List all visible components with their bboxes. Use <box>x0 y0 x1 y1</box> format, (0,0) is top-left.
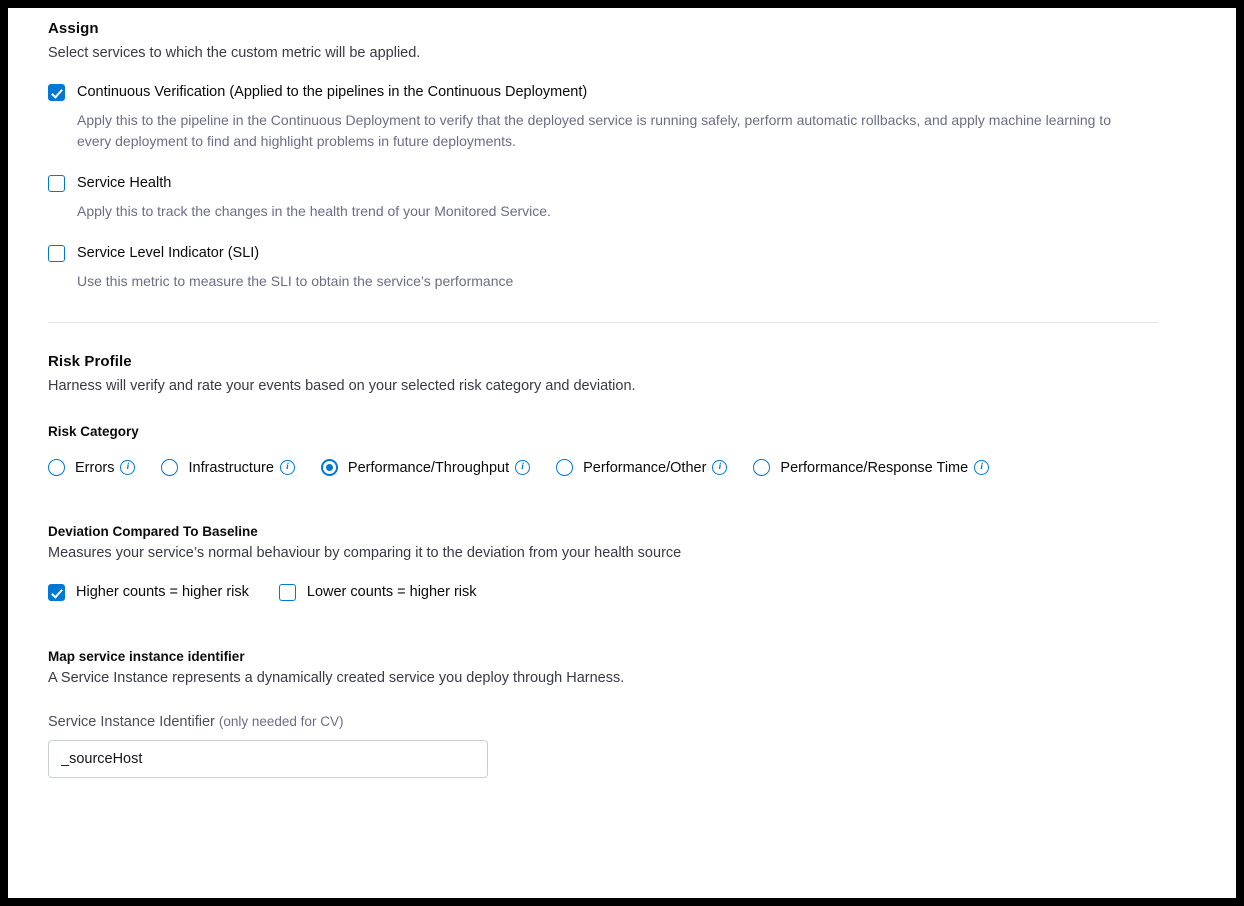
deviation-option-label: Higher counts = higher risk <box>76 584 249 600</box>
info-icon[interactable]: i <box>712 460 727 475</box>
assign-option-service-health[interactable] <box>48 174 1196 192</box>
info-icon[interactable]: i <box>120 460 135 475</box>
radio-option-performance-response-time[interactable] <box>753 459 989 476</box>
assign-option-label: Service Health <box>77 175 172 191</box>
service-instance-field-label <box>48 714 1196 730</box>
radio-performance-other[interactable] <box>556 459 573 476</box>
radio-label: Errors <box>75 459 115 476</box>
radio-performance-throughput[interactable] <box>321 459 338 476</box>
checkbox-continuous-verification[interactable] <box>48 84 65 101</box>
service-instance-section <box>48 649 1196 778</box>
deviation-section <box>48 524 1196 601</box>
deviation-option-higher-counts[interactable] <box>48 583 249 601</box>
assign-option-sli[interactable] <box>48 244 1196 262</box>
checkbox-sli[interactable] <box>48 245 65 262</box>
assign-option-label: Continuous Verification (Applied to the pipelines in the Continuous Deployment) <box>77 84 588 100</box>
radio-infrastructure[interactable] <box>161 459 178 476</box>
radio-option-infrastructure[interactable] <box>161 459 294 476</box>
info-icon[interactable]: i <box>515 460 530 475</box>
deviation-subtitle: Measures your service’s normal behaviour by comparing it to the deviation from your health source <box>48 545 682 561</box>
radio-label: Performance/Throughput <box>347 459 510 476</box>
assign-option-description: Use this metric to measure the SLI to obtain the service’s performance <box>77 273 514 289</box>
assign-option-description: Apply this to track the changes in the health trend of your Monitored Service. <box>77 203 551 219</box>
risk-category-radio-group <box>48 459 1196 476</box>
deviation-option-lower-counts[interactable] <box>279 583 477 601</box>
service-instance-title: Map service instance identifier <box>48 649 245 664</box>
assign-option-label: Service Level Indicator (SLI) <box>77 245 260 261</box>
risk-profile-section <box>48 353 1196 476</box>
section-divider <box>48 322 1158 323</box>
risk-category-label: Risk Category <box>48 424 139 439</box>
checkbox-lower-counts[interactable] <box>279 584 296 601</box>
checkbox-service-health[interactable] <box>48 175 65 192</box>
risk-profile-title: Risk Profile <box>48 353 132 370</box>
field-label-text: Service Instance Identifier <box>48 714 215 730</box>
risk-profile-subtitle: Harness will verify and rate your events based on your selected risk category and deviation. <box>48 378 636 394</box>
assign-option-description: Apply this to the pipeline in the Continuous Deployment to verify that the deployed service is running safely, perform automatic rollbacks, and apply machine learning to every deployment to find and highlight problems in future deployments. <box>77 112 1111 149</box>
settings-panel <box>8 8 1236 898</box>
deviation-title: Deviation Compared To Baseline <box>48 524 258 539</box>
deviation-option-label: Lower counts = higher risk <box>306 584 477 600</box>
radio-label: Infrastructure <box>188 459 274 476</box>
info-icon[interactable]: i <box>974 460 989 475</box>
radio-label: Performance/Response Time <box>780 459 969 476</box>
radio-errors[interactable] <box>48 459 65 476</box>
assign-section <box>48 20 1196 292</box>
field-label-note: (only needed for CV) <box>218 714 344 729</box>
assign-option-continuous-verification[interactable] <box>48 83 1196 101</box>
assign-title: Assign <box>48 20 99 37</box>
checkbox-higher-counts[interactable] <box>48 584 65 601</box>
deviation-checkbox-group <box>48 583 1196 601</box>
service-instance-subtitle: A Service Instance represents a dynamically created service you deploy through Harness. <box>48 670 625 686</box>
radio-option-performance-throughput[interactable] <box>321 459 530 476</box>
radio-option-performance-other[interactable] <box>556 459 727 476</box>
radio-option-errors[interactable] <box>48 459 135 476</box>
assign-subtitle: Select services to which the custom metric will be applied. <box>48 45 421 61</box>
radio-performance-response-time[interactable] <box>753 459 770 476</box>
radio-label: Performance/Other <box>583 459 707 476</box>
info-icon[interactable]: i <box>280 460 295 475</box>
service-instance-identifier-input[interactable] <box>48 740 488 778</box>
